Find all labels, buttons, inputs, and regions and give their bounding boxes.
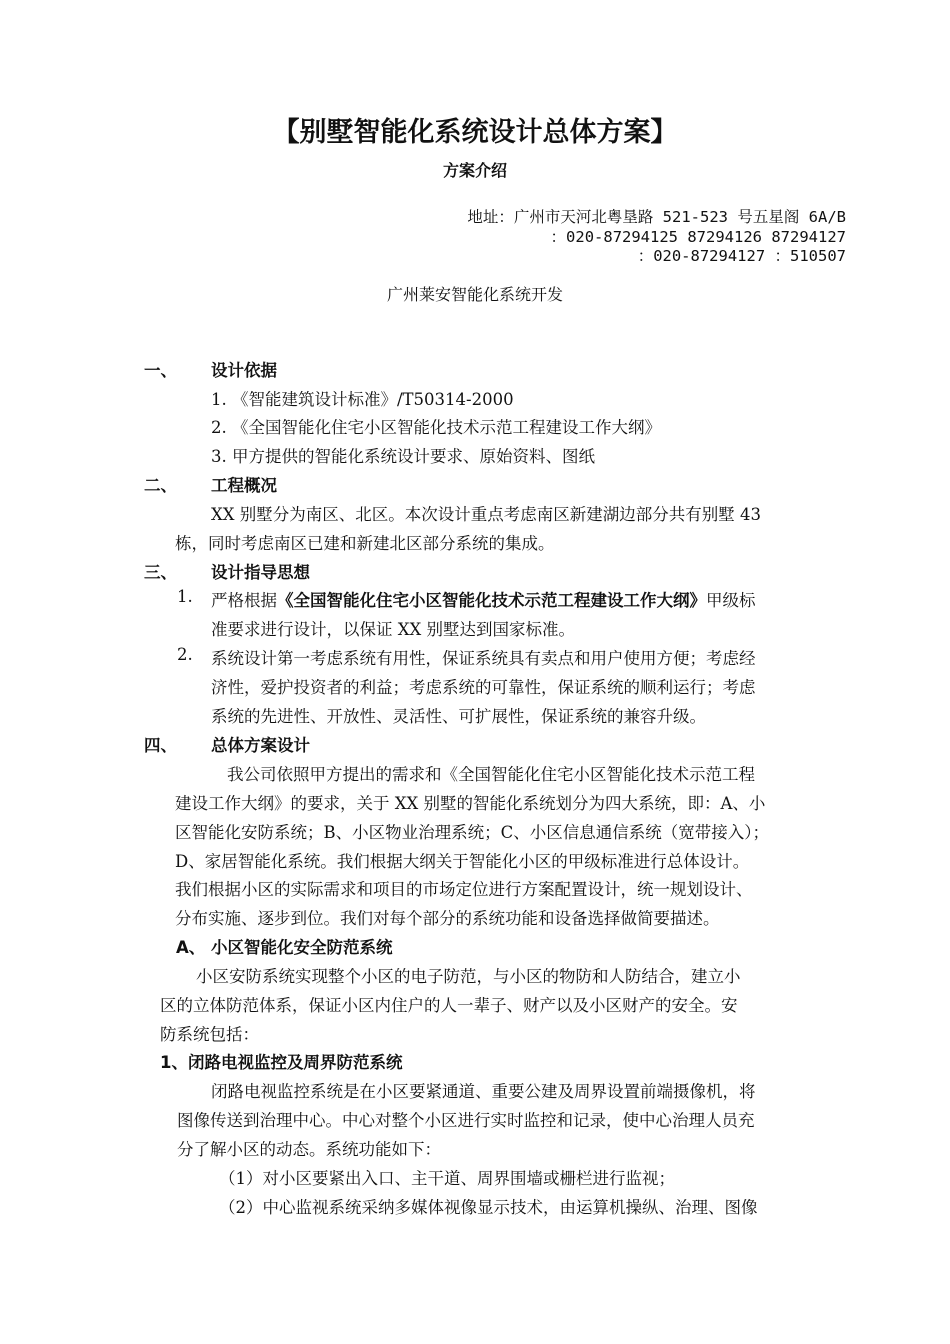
section-3-item-2-line-2: 济性，爱护投资者的利益；考虑系统的可靠性，保证系统的顺利运行；考虑 bbox=[211, 678, 756, 697]
section-1-item-2: 2. 《全国智能化住宅小区智能化技术示范工程建设工作大纲》 bbox=[211, 418, 661, 437]
section-3-item-1-number: 1. bbox=[177, 587, 193, 606]
company-name: 广州莱安智能化系统开发 bbox=[386, 285, 563, 304]
section-4-number: 四、 bbox=[144, 736, 177, 755]
subsection-a-line-2: 区的立体防范体系，保证小区内住户的人一辈子、财产以及小区财产的安全。安 bbox=[160, 996, 738, 1015]
section-2-title: 工程概况 bbox=[211, 476, 277, 495]
item-1-prefix: 严格根据 bbox=[211, 591, 277, 610]
section-3-item-2-line-1: 系统设计第一考虑系统有用性，保证系统具有卖点和用户使用方便；考虑经 bbox=[211, 649, 756, 668]
address-line: 地址：广州市天河北粤垦路 521-523 号五星阁 6A/B bbox=[467, 208, 846, 226]
section-4-line-2: 建设工作大纲》的要求，关于 XX 别墅的智能化系统划分为四大系统，即：A、小 bbox=[175, 794, 766, 813]
section-4-line-3: 区智能化安防系统；B、小区物业治理系统；C、小区信息通信系统（宽带接入）； bbox=[175, 823, 769, 842]
section-1-title: 设计依据 bbox=[211, 361, 277, 380]
document-title: 【别墅智能化系统设计总体方案】 bbox=[272, 117, 678, 148]
section-4-line-5: 我们根据小区的实际需求和项目的市场定位进行方案配置设计，统一规划设计、 bbox=[175, 880, 753, 899]
document-subtitle: 方案介绍 bbox=[442, 161, 507, 180]
section-2-number: 二、 bbox=[144, 476, 177, 495]
subsection-1-line-3: 分了解小区的动态。系统功能如下： bbox=[177, 1140, 441, 1159]
subsection-1-title: 1、闭路电视监控及周界防范系统 bbox=[160, 1053, 403, 1072]
section-1-item-1: 1. 《智能建筑设计标准》/T50314-2000 bbox=[211, 390, 514, 409]
section-4-line-6: 分布实施、逐步到位。我们对每个部分的系统功能和设备选择做简要描述。 bbox=[175, 909, 720, 928]
subsection-1-item-1: （1）对小区要紧出入口、主干道、周界围墙或栅栏进行监视； bbox=[219, 1169, 675, 1188]
section-2-line-2: 栋，同时考虑南区已建和新建北区部分系统的集成。 bbox=[175, 534, 555, 553]
section-3-item-2-number: 2. bbox=[177, 645, 193, 664]
subsection-1-line-2: 图像传送到治理中心。中心对整个小区进行实时监控和记录，使中心治理人员充 bbox=[177, 1111, 755, 1130]
section-2-line-1: XX 别墅分为南区、北区。本次设计重点考虑南区新建湖边部分共有别墅 43 bbox=[211, 505, 761, 524]
item-1-suffix: 甲级标 bbox=[706, 591, 756, 610]
section-4-line-4: D、家居智能化系统。我们根据大纲关于智能化小区的甲级标准进行总体设计。 bbox=[175, 852, 750, 871]
fax-line: ：020-87294127 ：510507 bbox=[637, 247, 846, 265]
section-3-number: 三、 bbox=[144, 563, 177, 582]
subsection-1-line-1: 闭路电视监控系统是在小区要紧通道、重要公建及周界设置前端摄像机，将 bbox=[211, 1082, 756, 1101]
subsection-a-line-3: 防系统包括： bbox=[160, 1025, 259, 1044]
phone-line: ：020-87294125 87294126 87294127 bbox=[550, 228, 846, 246]
item-1-bold-reference: 《全国智能化住宅小区智能化技术示范工程建设工作大纲》 bbox=[277, 591, 706, 610]
section-1-number: 一、 bbox=[144, 361, 177, 380]
section-3-title: 设计指导思想 bbox=[211, 563, 310, 582]
subsection-a-line-1: 小区安防系统实现整个小区的电子防范，与小区的物防和人防结合，建立小 bbox=[196, 967, 741, 986]
section-3-item-2-line-3: 系统的先进性、开放性、灵活性、可扩展性，保证系统的兼容升级。 bbox=[211, 707, 706, 726]
section-1-item-3: 3. 甲方提供的智能化系统设计要求、原始资料、图纸 bbox=[211, 447, 595, 466]
subsection-a-title: A、 小区智能化安全防范系统 bbox=[176, 938, 393, 957]
subsection-1-item-2: （2）中心监视系统采纳多媒体视像显示技术，由运算机操纵、治理、图像 bbox=[219, 1198, 758, 1217]
section-3-item-1-line-2: 准要求进行设计，以保证 XX 别墅达到国家标准。 bbox=[211, 620, 575, 639]
section-3-item-1-line-1 bbox=[211, 587, 756, 611]
section-4-title: 总体方案设计 bbox=[211, 736, 310, 755]
section-4-line-1: 我公司依照甲方提出的需求和《全国智能化住宅小区智能化技术示范工程 bbox=[227, 765, 755, 784]
